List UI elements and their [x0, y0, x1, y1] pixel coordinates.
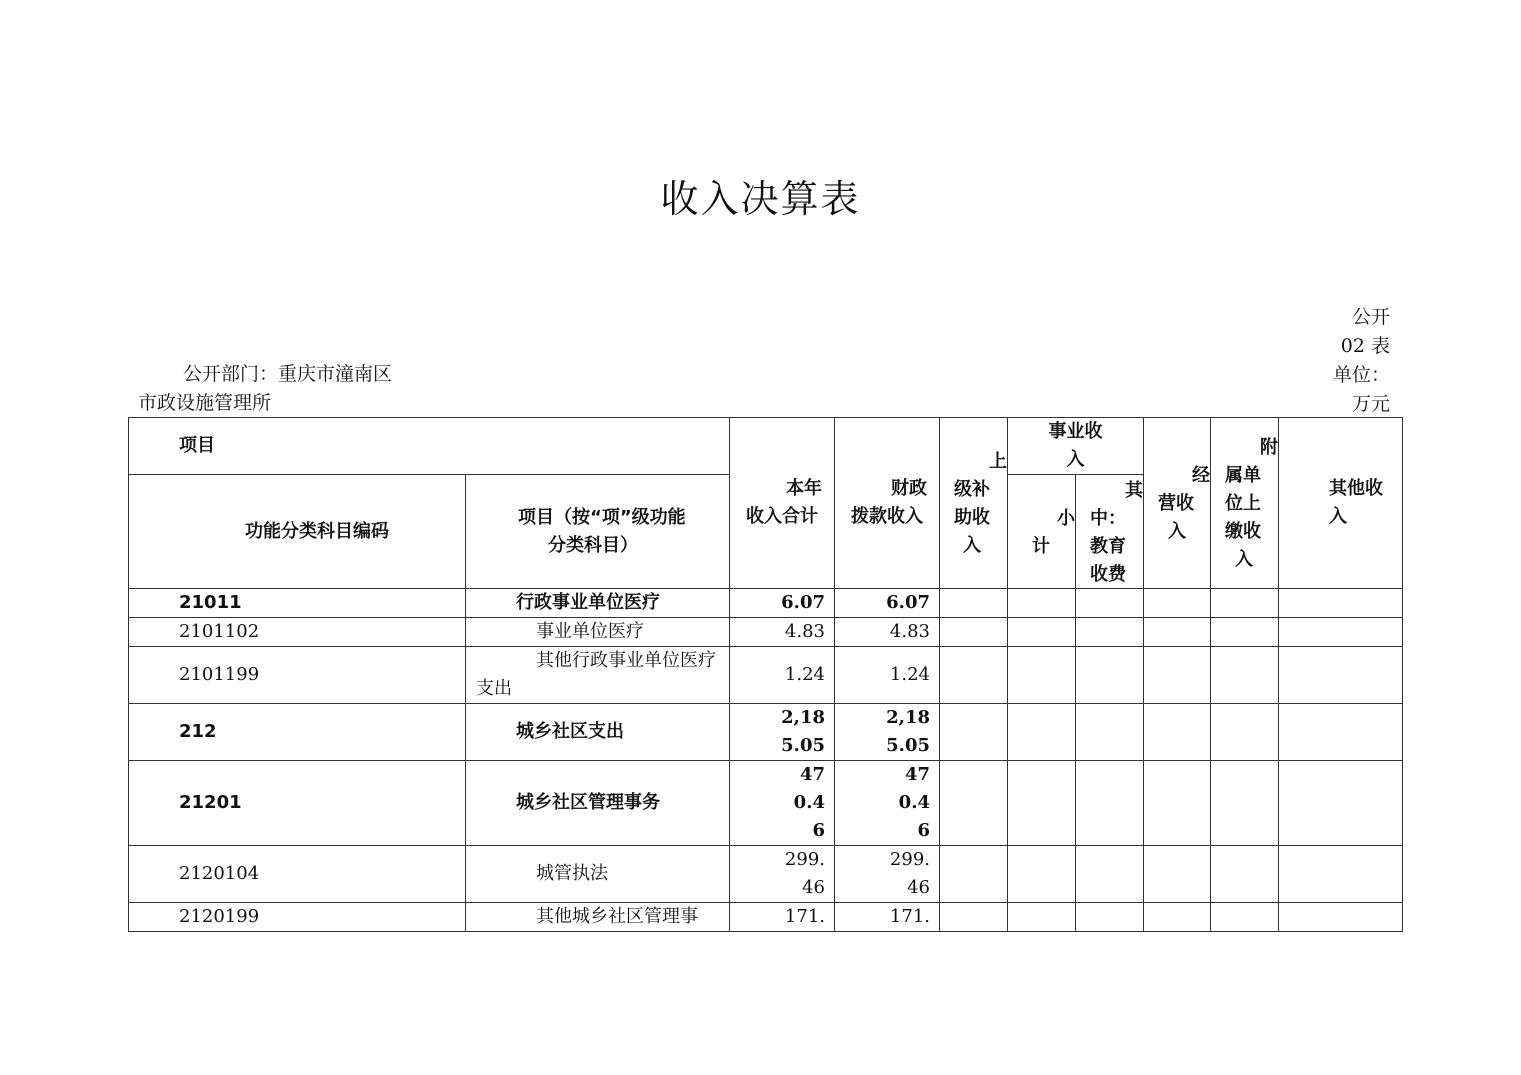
header-edu-frag2: 中：	[1090, 508, 1126, 529]
empty-cell	[1279, 704, 1403, 761]
empty-cell	[1008, 846, 1076, 903]
table-row	[129, 761, 1403, 846]
row-code: 212	[129, 704, 466, 761]
header-edu-frag1: 其	[1125, 480, 1143, 501]
header-education-fee	[1076, 475, 1144, 589]
empty-cell	[940, 618, 1008, 647]
header-operating-frag1: 经	[1192, 465, 1210, 486]
empty-cell	[1211, 761, 1279, 846]
empty-cell	[1211, 618, 1279, 647]
table-row	[129, 647, 1403, 704]
table-id-line1: 公开	[1351, 306, 1390, 328]
row-name: 其他城乡社区管理事	[466, 903, 730, 932]
empty-cell	[940, 761, 1008, 846]
empty-cell	[1279, 647, 1403, 704]
header-affiliated-frag1: 附	[1260, 437, 1278, 458]
unit-line1: 单位：	[1332, 364, 1390, 386]
header-name-line1: 项目（按“项”级功能	[518, 506, 686, 528]
header-total-line1: 本年	[786, 478, 822, 499]
empty-cell	[1076, 761, 1144, 846]
empty-cell	[1211, 903, 1279, 932]
row-code: 2101199	[129, 647, 466, 704]
row-fiscal-value: 2,185.05	[886, 707, 930, 756]
header-affiliated-frag3: 位上	[1225, 493, 1261, 514]
empty-cell	[1008, 618, 1076, 647]
header-fiscal-line1: 财政	[891, 478, 927, 499]
department-label-line1: 公开部门：重庆市潼南区	[183, 363, 393, 385]
row-total: 6.07	[730, 589, 835, 618]
empty-cell	[940, 846, 1008, 903]
row-fiscal: 1.24	[835, 647, 940, 704]
empty-cell	[1008, 903, 1076, 932]
empty-cell	[1076, 903, 1144, 932]
row-total	[730, 704, 835, 761]
table-id-line2: 02 表	[1340, 335, 1390, 357]
empty-cell	[1211, 589, 1279, 618]
table-row	[129, 589, 1403, 618]
row-total-value: 2,185.05	[781, 707, 825, 756]
empty-cell	[940, 589, 1008, 618]
header-upper-frag2: 级补	[954, 479, 990, 500]
empty-cell	[1076, 647, 1144, 704]
header-affiliated-frag5: 入	[1235, 549, 1253, 570]
row-total-value: 299.46	[784, 849, 825, 898]
header-other-line2: 入	[1329, 506, 1347, 527]
header-other-income	[1279, 418, 1403, 589]
header-total	[730, 418, 835, 589]
empty-cell	[1008, 761, 1076, 846]
income-table	[128, 417, 1403, 932]
empty-cell	[1076, 618, 1144, 647]
header-business-line1: 事业收	[1048, 421, 1103, 442]
header-total-line2: 收入合计	[746, 506, 818, 527]
header-fiscal-line2: 拨款收入	[851, 506, 923, 527]
header-code: 功能分类科目编码	[129, 475, 466, 589]
department-label-line2: 市政设施管理所	[138, 392, 272, 414]
empty-cell	[1076, 704, 1144, 761]
header-other-line1: 其他收	[1329, 478, 1383, 499]
empty-cell	[1144, 903, 1211, 932]
header-name	[466, 475, 730, 589]
empty-cell	[1076, 589, 1144, 618]
row-fiscal: 4.83	[835, 618, 940, 647]
row-code: 2120104	[129, 846, 466, 903]
header-business-income	[1008, 418, 1144, 475]
header-upper-frag3: 助收	[954, 507, 990, 528]
empty-cell	[1144, 846, 1211, 903]
header-operating-frag2: 营收	[1158, 493, 1194, 514]
header-affiliated-frag4: 缴收	[1225, 521, 1261, 542]
table-row	[129, 846, 1403, 903]
empty-cell	[1008, 704, 1076, 761]
header-subtotal-frag2: 计	[1032, 536, 1050, 557]
row-fiscal-value: 470.46	[898, 764, 930, 841]
row-total	[730, 846, 835, 903]
row-name: 城乡社区管理事务	[466, 761, 730, 846]
empty-cell	[1279, 761, 1403, 846]
row-code: 21011	[129, 589, 466, 618]
empty-cell	[1279, 589, 1403, 618]
empty-cell	[1144, 647, 1211, 704]
department-label	[138, 360, 438, 418]
row-fiscal: 171.	[835, 903, 940, 932]
empty-cell	[1279, 618, 1403, 647]
row-fiscal	[835, 846, 940, 903]
header-subtotal	[1008, 475, 1076, 589]
empty-cell	[1144, 618, 1211, 647]
unit-line2: 万元	[1351, 393, 1390, 415]
header-item: 项目	[129, 418, 730, 475]
header-edu-frag3: 教育	[1090, 536, 1126, 557]
header-affiliated-income	[1211, 418, 1279, 589]
table-id-and-unit	[1300, 303, 1390, 419]
row-fiscal	[835, 761, 940, 846]
page-title: 收入决算表	[660, 177, 861, 221]
row-fiscal-value: 299.46	[889, 849, 930, 898]
row-total: 4.83	[730, 618, 835, 647]
empty-cell	[1008, 589, 1076, 618]
row-name: 城乡社区支出	[466, 704, 730, 761]
row-code: 21201	[129, 761, 466, 846]
header-edu-frag4: 收费	[1090, 564, 1126, 585]
empty-cell	[1144, 704, 1211, 761]
row-total	[730, 761, 835, 846]
row-name: 城管执法	[466, 846, 730, 903]
header-upper-frag4: 入	[963, 535, 981, 556]
header-subtotal-frag1: 小	[1057, 508, 1075, 529]
header-operating-income	[1144, 418, 1211, 589]
row-fiscal	[835, 704, 940, 761]
empty-cell	[940, 704, 1008, 761]
header-upper-subsidy	[940, 418, 1008, 589]
header-affiliated-frag2: 属单	[1225, 465, 1261, 486]
table-row	[129, 618, 1403, 647]
row-total: 1.24	[730, 647, 835, 704]
empty-cell	[1076, 846, 1144, 903]
empty-cell	[1144, 589, 1211, 618]
header-business-line2: 入	[1066, 449, 1085, 470]
header-upper-frag1: 上	[989, 451, 1007, 472]
empty-cell	[1279, 846, 1403, 903]
empty-cell	[1144, 761, 1211, 846]
row-total: 171.	[730, 903, 835, 932]
row-name: 行政事业单位医疗	[466, 589, 730, 618]
row-name: 其他行政事业单位医疗支出	[466, 647, 730, 704]
row-total-value: 470.46	[793, 764, 825, 841]
header-operating-frag3: 入	[1168, 521, 1186, 542]
row-fiscal: 6.07	[835, 589, 940, 618]
empty-cell	[1211, 704, 1279, 761]
header-fiscal	[835, 418, 940, 589]
empty-cell	[1008, 647, 1076, 704]
empty-cell	[940, 903, 1008, 932]
table-row	[129, 704, 1403, 761]
empty-cell	[1211, 846, 1279, 903]
empty-cell	[1279, 903, 1403, 932]
row-name: 事业单位医疗	[466, 618, 730, 647]
header-name-line2: 分类科目）	[548, 534, 638, 556]
empty-cell	[940, 647, 1008, 704]
row-code: 2120199	[129, 903, 466, 932]
empty-cell	[1211, 647, 1279, 704]
row-code: 2101102	[129, 618, 466, 647]
table-row	[129, 903, 1403, 932]
